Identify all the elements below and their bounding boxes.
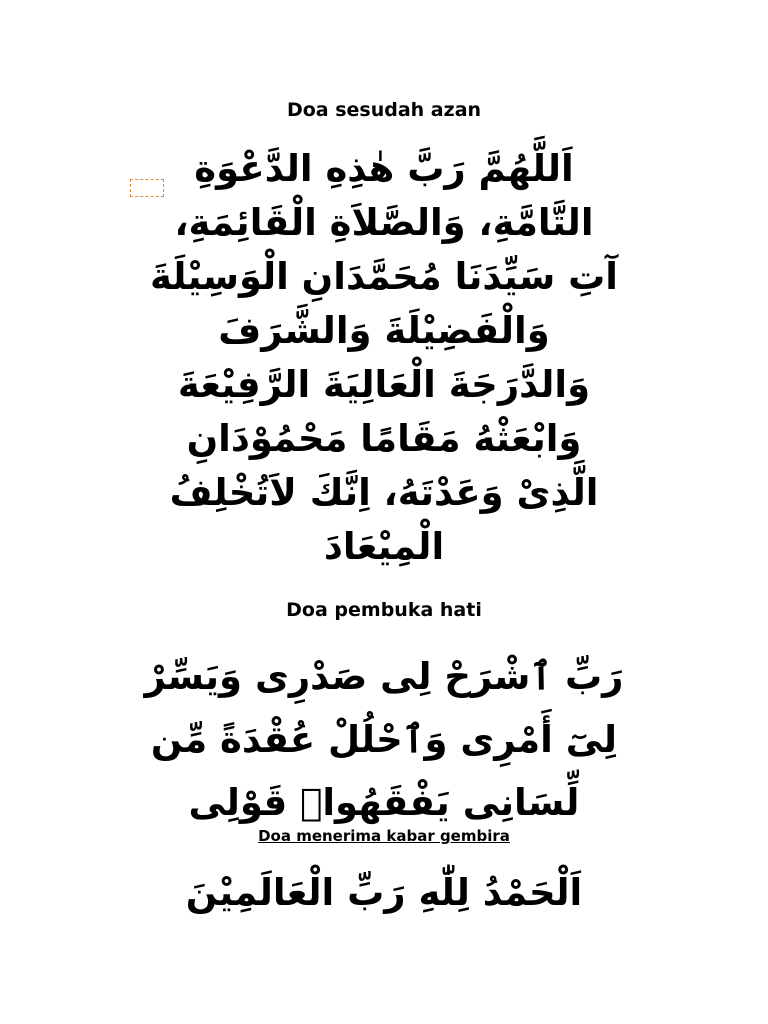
arabic-line: وَابْعَثْهُ مَقَامًا مَحْمُوْدَانِ [186, 417, 582, 460]
section-title-doa-pembuka-hati: Doa pembuka hati [286, 599, 482, 621]
arabic-line: الَّذِىْ وَعَدْتَهُ، اِنَّكَ لاَتُخْلِفُ [169, 471, 599, 514]
arabic-text-doa-sesudah-azan [70, 142, 698, 574]
arabic-line: لِّسَانِى يَفْقَهُوا۟ قَوْلِى [188, 781, 580, 824]
arabic-line: التَّامَّةِ، وَالصَّلاَةِ الْقَائِمَةِ، [174, 201, 594, 244]
arabic-line: آتِ سَيِّدَنَا مُحَمَّدَانِ الْوَسِيْلَةَ [150, 255, 618, 298]
arabic-line: لِىٓ أَمْرِى وَٱحْلُلْ عُقْدَةً مِّن [150, 718, 618, 761]
arabic-text-doa-pembuka-hati [70, 645, 698, 834]
section-title-doa-menerima-kabar-gembira: Doa menerima kabar gembira [258, 827, 510, 845]
arabic-line: وَالدَّرَجَةَ الْعَالِيَةَ الرَّفِيْعَةَ [177, 363, 591, 406]
section-title-doa-sesudah-azan: Doa sesudah azan [286, 99, 482, 121]
arabic-line: وَالْفَضِيْلَةَ وَالشَّرَفَ [218, 309, 550, 352]
arabic-line: اَللَّهُمَّ رَبَّ هٰذِهِ الدَّعْوَةِ [194, 147, 574, 190]
arabic-line: الْمِيْعَادَ [323, 525, 445, 568]
arabic-line: رَبِّ ٱشْرَحْ لِى صَدْرِى وَيَسِّرْ [144, 655, 624, 698]
arabic-line: اَلْحَمْدُ لِلّٰهِ رَبِّ الْعَالَمِيْنَ [185, 871, 583, 914]
arabic-text-doa-menerima-kabar-gembira [70, 866, 698, 920]
